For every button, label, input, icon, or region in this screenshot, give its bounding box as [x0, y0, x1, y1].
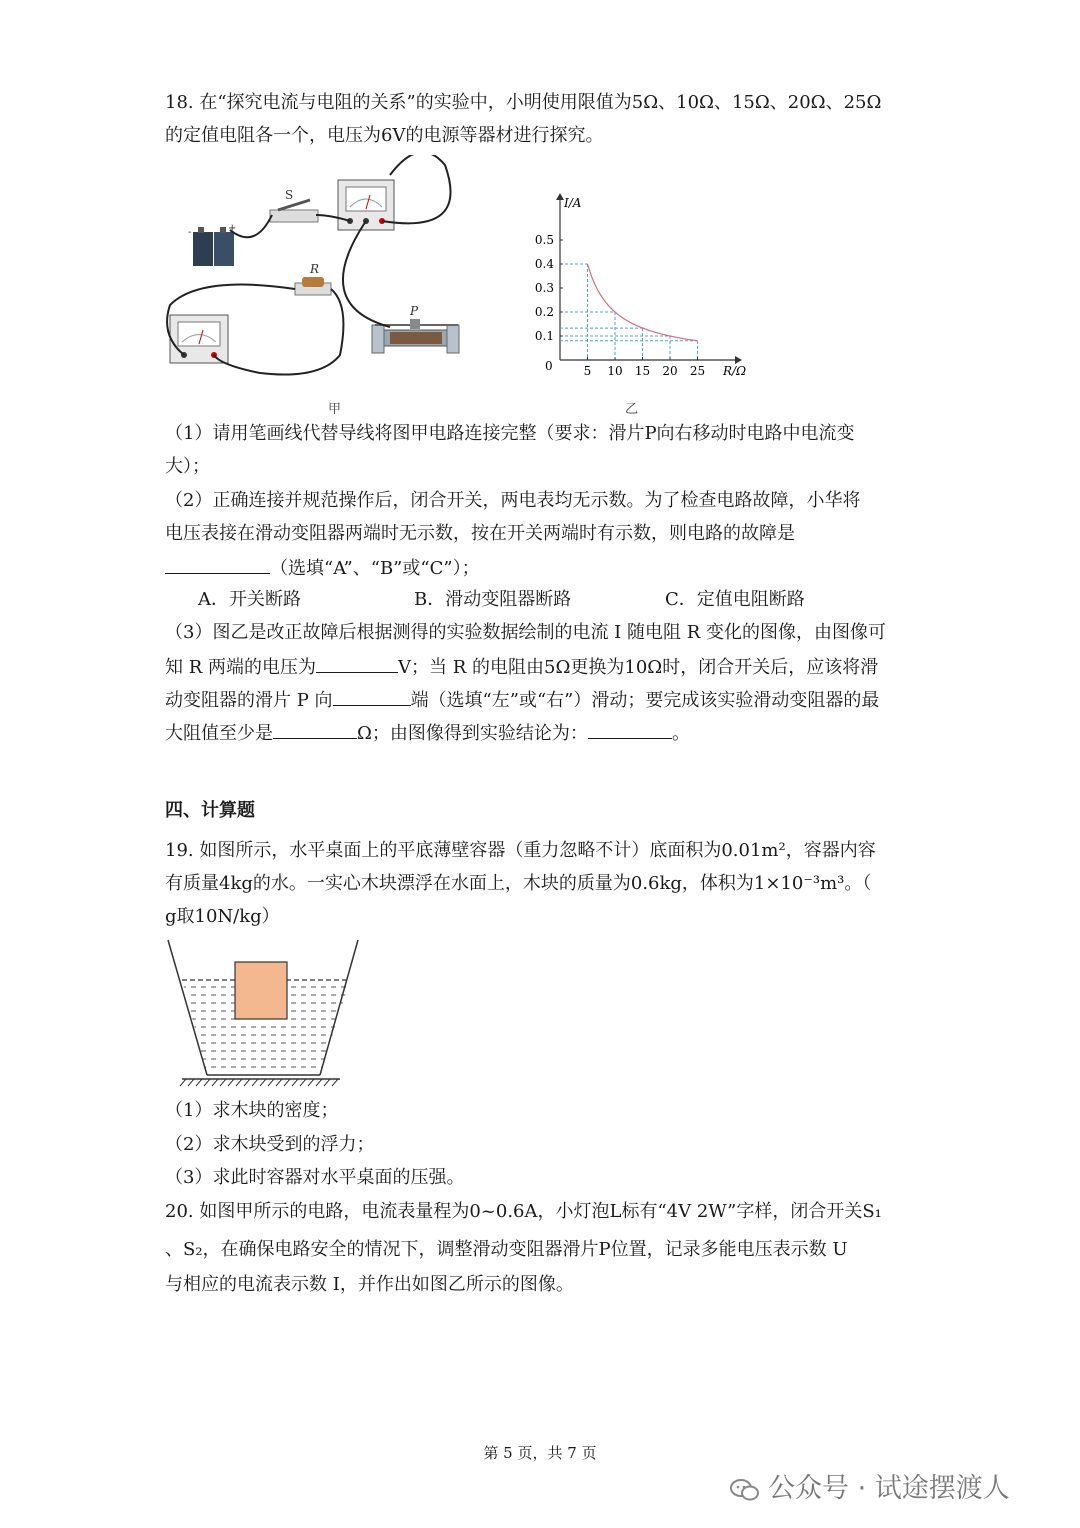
option-c: C．定值电阻断路 — [665, 589, 805, 610]
answer-blank-conclusion[interactable] — [588, 720, 672, 739]
section-heading: 四、计算题 — [165, 800, 255, 821]
x-tick-label: 10 — [607, 364, 623, 378]
y-tick-label: 0.4 — [534, 257, 554, 271]
watermark-text: 公众号 · 试途摆渡人 — [768, 1473, 1010, 1504]
switch-icon — [270, 188, 318, 222]
q18-sub1-line2: 大）； — [165, 456, 210, 477]
q18-sub3-line2 — [165, 654, 878, 680]
circuit-figure-jia — [160, 155, 480, 385]
q18-text-line2: 的定值电阻各一个，电压为6V的电源等器材进行探究。 — [165, 125, 604, 146]
watermark — [730, 1466, 1010, 1505]
battery-icon — [188, 223, 236, 266]
q18-sub3-line1: （3）图乙是改正故障后根据测得的实验数据绘制的电流 I 随电阻 R 变化的图像，由图像可 — [165, 622, 886, 643]
q18-sub3-text-d: 端（选填“左”或“右”）滑动；要完成该实验滑动变阻器的最 — [410, 690, 880, 711]
q18-sub3-line4 — [165, 720, 690, 746]
q20-text-line2: 、S₂，在确保电路安全的情况下，调整滑动变阻器滑片P位置，记录多能电压表示数 U — [165, 1239, 848, 1260]
label-r: R — [310, 262, 320, 276]
q18-sub3-text-c: 动变阻器的滑片 P 向 — [165, 690, 333, 711]
q18-sub2-line3 — [165, 555, 480, 581]
x-tick-label: 20 — [662, 364, 678, 378]
q19-text-line1: 19. 如图所示，水平桌面上的平底薄壁容器（重力忽略不计）底面积为0.01m²，容器内容 — [165, 840, 876, 861]
wechat-icon — [730, 1478, 760, 1502]
resistor-icon — [295, 262, 331, 295]
x-tick-label: 15 — [634, 364, 651, 378]
q19-sub3: （3）求此时容器对水平桌面的压强。 — [165, 1167, 465, 1188]
y-axis-arrow — [556, 193, 564, 200]
q19-sub1: （1）求木块的密度； — [165, 1100, 339, 1121]
x-tick-label: 5 — [583, 364, 592, 378]
q19-sub2: （2）求木块受到的浮力； — [165, 1134, 375, 1155]
answer-blank-voltage[interactable] — [316, 654, 398, 673]
container-figure — [160, 935, 370, 1095]
x-tick-label: 25 — [689, 364, 706, 378]
svg-text:-: - — [188, 227, 192, 238]
q20-text-line1: 20. 如图甲所示的电路，电流表量程为0~0.6A，小灯泡L标有“4V 2W”字样，闭合开关S₁ — [165, 1201, 882, 1222]
answer-blank-direction[interactable] — [333, 687, 411, 706]
q18-sub2-line1: （2）正确连接并规范操作后，闭合开关，两电表均无示数。为了检查电路故障，小华将 — [165, 490, 861, 511]
origin-label: 0 — [545, 359, 553, 373]
answer-blank-fault[interactable] — [165, 555, 270, 574]
label-s: S — [285, 188, 294, 202]
q18-sub3-text-b: V；当 R 的电阻由5Ω更换为10Ω时，闭合开关后，应该将滑 — [398, 657, 879, 678]
fig-yi-caption: 乙 — [625, 402, 639, 417]
rheostat-icon — [372, 304, 459, 353]
q18-sub3-text-f: Ω；由图像得到实验结论为： — [357, 723, 588, 744]
current-resistance-chart — [520, 185, 760, 385]
q18-sub1-line1: （1）请用笔画线代替导线将图甲电路连接完整（要求：滑片P向右移动时电路中电流变 — [165, 423, 855, 444]
wood-block — [235, 962, 287, 1019]
option-a: A．开关断路 — [198, 589, 301, 610]
svg-text:+: + — [228, 223, 237, 234]
y-tick-label: 0.1 — [534, 329, 554, 343]
q18-sub2-line2: 电压表接在滑动变阻器两端时无示数，按在开关两端时有示数，则电路的故障是 — [165, 523, 795, 544]
x-axis-label: R/Ω — [723, 364, 747, 378]
q18-sub3-text-e: 大阻值至少是 — [165, 723, 273, 744]
y-tick-label: 0.3 — [534, 281, 554, 295]
q19-text-line3: g取10N/kg） — [165, 906, 280, 927]
q18-text-line1: 18. 在“探究电流与电阻的关系”的实验中，小明使用限值为5Ω、10Ω、15Ω、20Ω、25Ω — [165, 92, 882, 113]
voltmeter-icon — [170, 315, 228, 363]
q18-sub3-line3 — [165, 687, 879, 713]
y-axis-label: I/A — [564, 196, 582, 210]
fig-jia-caption: 甲 — [328, 402, 342, 417]
option-b: B．滑动变阻器断路 — [414, 589, 572, 610]
page-number: 第 5 页，共 7 页 — [483, 1444, 597, 1462]
q19-text-line2: 有质量4kg的水。一实心木块漂浮在水面上，木块的质量为0.6kg，体积为1×10⁻³m³。（ — [165, 873, 872, 894]
y-tick-label: 0.2 — [534, 305, 554, 319]
label-p: P — [410, 304, 419, 318]
x-axis-arrow — [735, 356, 742, 364]
y-tick-label: 0.5 — [534, 233, 554, 247]
q18-sub3-text-g: 。 — [671, 723, 690, 744]
table-hatching — [180, 1079, 338, 1086]
q18-sub2-hint: （选填“A”、“B”或“C”）； — [270, 558, 480, 579]
q20-text-line3: 与相应的电流表示数 I，并作出如图乙所示的图像。 — [165, 1274, 574, 1295]
q18-sub3-text-a: 知 R 两端的电压为 — [165, 657, 316, 678]
answer-blank-max-resistance[interactable] — [273, 720, 357, 739]
